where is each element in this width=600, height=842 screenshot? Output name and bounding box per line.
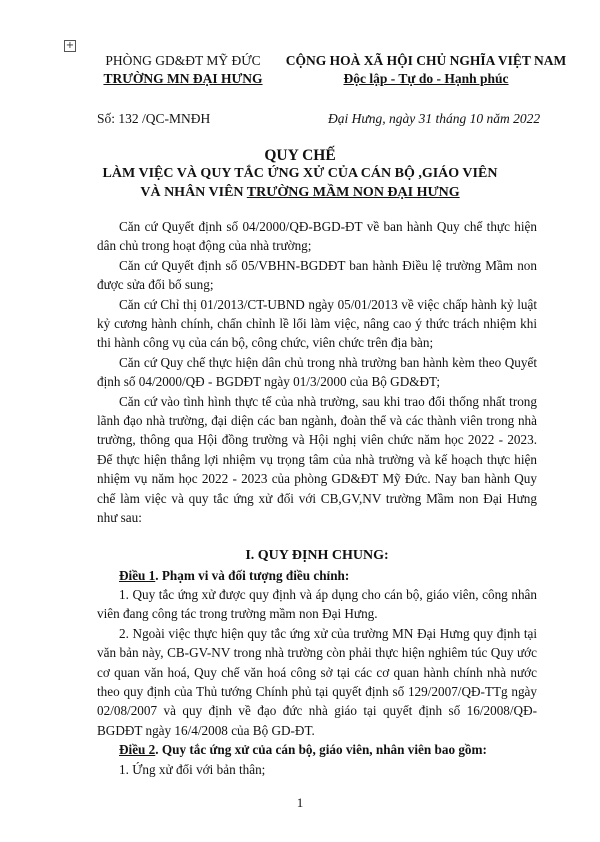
article-label: Điều 1: [119, 567, 156, 583]
page-number: 1: [296, 795, 304, 810]
article-heading: [97, 740, 537, 759]
article-item: 1. Quy tắc ứng xử được quy định và áp dụng cho cán bộ, giáo viên, công nhân viên đang công tác trong trường mầm non Đại Hưng.: [97, 586, 537, 622]
preamble-paragraph: Căn cứ Chỉ thị 01/2013/CT-UBND ngày 05/01/2013 về việc chấp hành kỷ luật kỷ cương hành chính, chấn chỉnh lề lối làm việc, nâng cao ý thức trách nhiệm khi thi hành công vụ của cán bộ, công chức, viên chức trên địa bàn;: [97, 296, 537, 351]
document-title: QUY CHẾ: [264, 147, 336, 164]
place-and-date: Đại Hưng, ngày 31 tháng 10 năm 2022: [328, 111, 541, 126]
article-item: 2. Ngoài việc thực hiện quy tắc ứng xử của trường MN Đại Hưng quy định tại văn bản này, CB-GV-NV trong nhà trường còn phải thực hiện nghiêm túc Quy ước cơ quan văn hoá, Quy chế văn hoá công sở tại các cơ quan hành chính nhà nước theo quy định của Thủ tướng Chính phủ tại quyết định số 129/2007/QĐ-TTg ngày 02/08/2007 và quy định về đạo đức nhà giáo tại quyết định số 16/2008/QĐ-BGDĐT ngày 16/4/2008 của Bộ GD-ĐT.: [97, 625, 537, 738]
article-label: Điều 2: [119, 742, 156, 758]
issuing-agency: [88, 52, 278, 88]
preamble-paragraph: Căn cứ vào tình hình thực tế của nhà trường, sau khi trao đổi thống nhất trong lãnh đạo nhà trường, đại diện các ban ngành, đoàn thể và các thành viên trong nhà trường, thông qua Hội đồng trường và Hội nghị viên chức năm học 2022 - 2023. Để thực hiện thắng lợi nhiệm vụ trọng tâm của nhà trường và kế hoạch thực hiện nhiệm vụ năm học 2022 - 2023 của phòng GD&ĐT Mỹ Đức. Nay ban hành Quy chế làm việc và quy tắc ứng xử đối với CB,GV,NV trường Mầm non Đại Hưng như sau:: [97, 393, 537, 526]
subtitle-part-b: TRƯỜNG MẦM NON ĐẠI HƯNG: [246, 185, 460, 200]
preamble-paragraph: Căn cứ Quy chế thực hiện dân chủ trong nhà trường ban hành kèm theo Quyết định số 04/2000/QĐ - BGDĐT ngày 01/3/2000 của Bộ GD&ĐT;: [97, 354, 537, 390]
national-motto: [282, 52, 570, 88]
article-title: . Quy tắc ứng xử của cán bộ, giáo viên, nhân viên bao gồm:: [155, 742, 487, 758]
motto: Độc lập - Tự do - Hạnh phúc: [343, 71, 509, 86]
preamble-paragraph: Căn cứ Quyết định số 05/VBHN-BGDĐT ban hành Điều lệ trường Mầm non được sửa đổi bổ sung;: [97, 257, 537, 293]
article-title: . Phạm vi và đối tượng điều chỉnh:: [155, 567, 350, 583]
section-heading: I. QUY ĐỊNH CHUNG:: [245, 547, 389, 563]
document-body: [97, 217, 537, 779]
article-item: 1. Ứng xử đối với bản thân;: [119, 761, 266, 777]
document-subtitle-line1: LÀM VIỆC VÀ QUY TẮC ỨNG XỬ CỦA CÁN BỘ ,GIÁO VIÊN: [102, 166, 498, 181]
agency-school: TRƯỜNG MN ĐẠI HƯNG: [103, 71, 263, 86]
preamble-paragraph: Căn cứ Quyết định số 04/2000/QĐ-BGD-ĐT về ban hành Quy chế thực hiện dân chủ trong hoạt động của nhà trường;: [97, 219, 537, 254]
table-move-handle-icon[interactable]: +: [65, 40, 75, 51]
country-name: CỘNG HOÀ XÃ HỘI CHỦ NGHĨA VIỆT NAM: [285, 53, 567, 68]
agency-department: PHÒNG GD&ĐT MỸ ĐỨC: [105, 53, 261, 68]
article-heading: [97, 566, 537, 585]
subtitle-part-a: VÀ NHÂN VIÊN: [140, 185, 247, 200]
reference-number: Số: 132 /QC-MNĐH: [97, 111, 211, 126]
document-subtitle-line2: [0, 185, 600, 201]
